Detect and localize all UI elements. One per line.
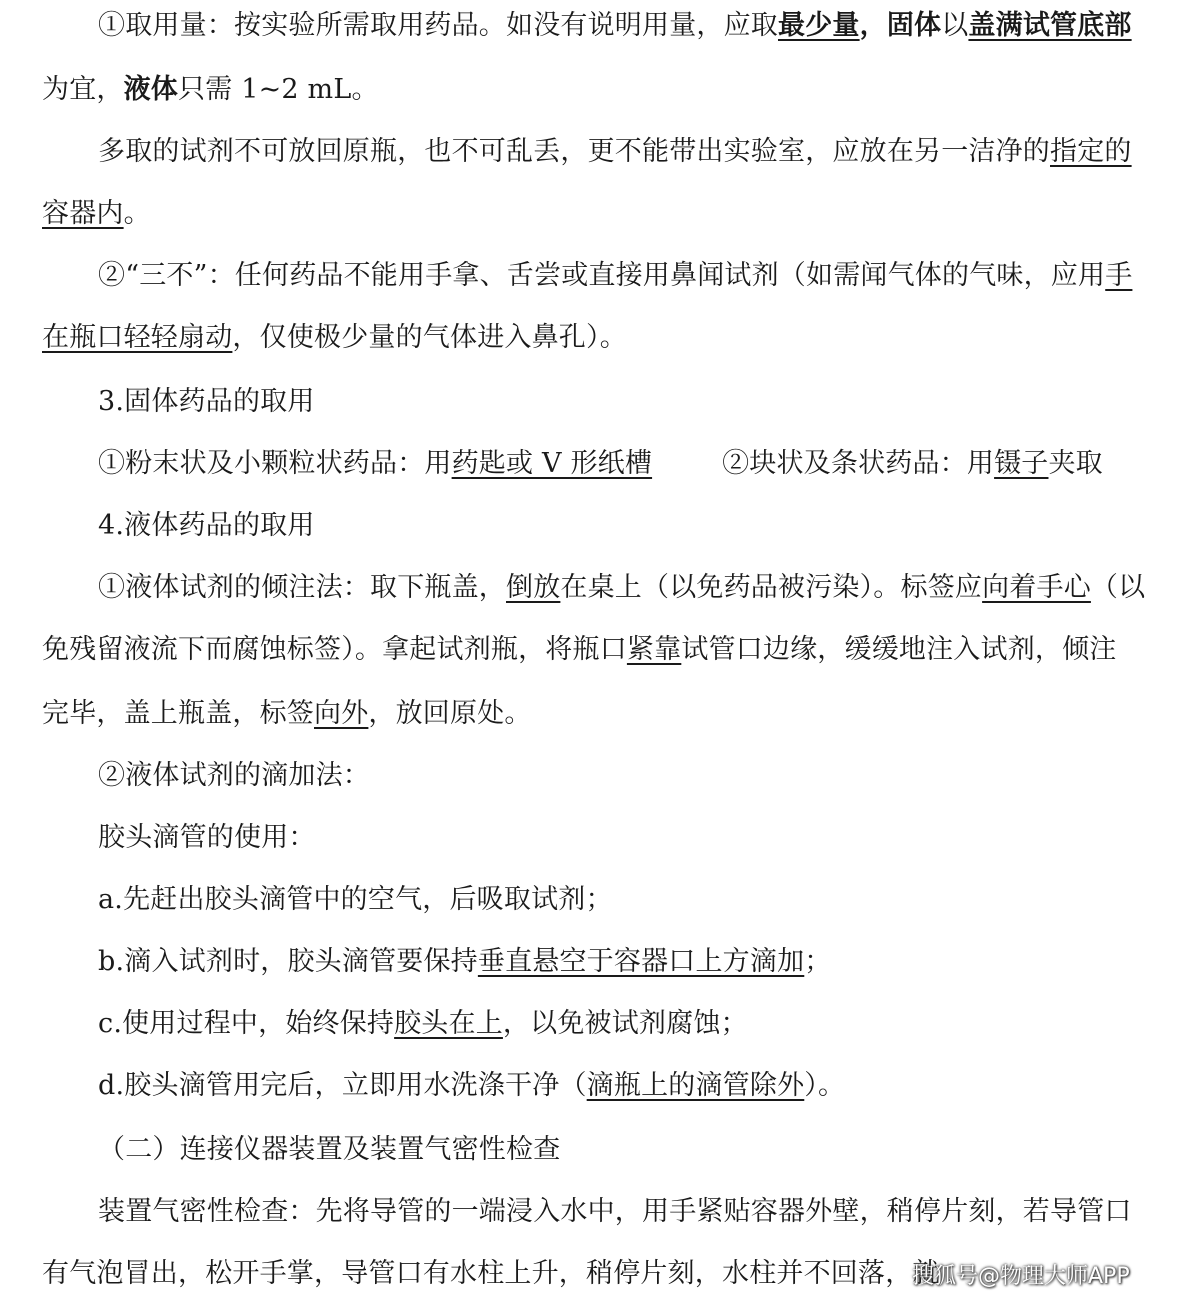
text-segment: ②块状及条状药品：用 bbox=[722, 448, 995, 479]
text-segment: 试管口边缘，缓缓地注入试剂，倾注 bbox=[681, 634, 1117, 665]
text-line bbox=[98, 942, 1154, 982]
text-segment: 免残留液流下而腐蚀标签）。拿起试剂瓶，将瓶口 bbox=[42, 634, 627, 665]
text-segment: ②“三不”：任何药品不能用手拿、舌尝或直接用鼻闻试剂（如需闻气体的气味，应用 bbox=[98, 260, 1106, 291]
text-segment: 有气泡冒出，松开手掌，导管口有水柱上升，稍停片刻，水柱并不回落，就 bbox=[42, 1258, 940, 1289]
underlined-key-term: 镊子 bbox=[994, 448, 1049, 479]
underlined-key-term: 容器内 bbox=[42, 198, 124, 229]
text-segment: 夹取 bbox=[1048, 448, 1103, 479]
text-segment: ，仅使极少量的气体进入鼻孔）。 bbox=[232, 322, 627, 353]
underlined-key-term: 胶头在上 bbox=[394, 1008, 503, 1039]
underlined-key-term: 向着手心 bbox=[982, 572, 1091, 603]
underlined-key-term: 指定的 bbox=[1050, 136, 1132, 167]
text-segment: ①取用量：按实验所需取用药品。如没有说明用量，应取 bbox=[98, 10, 778, 41]
text-line bbox=[98, 1004, 1154, 1044]
underlined-key-term: 垂直悬空于容器口上方滴加 bbox=[477, 946, 805, 977]
text-segment: 装置气密性检查：先将导管的一端浸入水中，用手紧贴容器外壁，稍停片刻，若导管口 bbox=[98, 1196, 1132, 1227]
underlined-key-term: 手 bbox=[1105, 260, 1133, 291]
text-segment: d.胶头滴管用完后，立即用水洗涤干净（ bbox=[98, 1070, 587, 1101]
text-segment: c.使用过程中，始终保持 bbox=[98, 1008, 395, 1039]
text-line bbox=[98, 132, 1154, 172]
text-segment: 胶头滴管的使用： bbox=[98, 822, 316, 853]
text-line bbox=[98, 880, 1154, 920]
underlined-key-term: 在瓶口轻轻扇动 bbox=[42, 322, 233, 353]
text-line bbox=[98, 1130, 1154, 1170]
text-segment: b.滴入试剂时，胶头滴管要保持 bbox=[98, 946, 478, 977]
text-segment: 完毕，盖上瓶盖，标签 bbox=[42, 698, 314, 729]
text-segment: ）。 bbox=[804, 1070, 846, 1101]
text-segment: ； bbox=[804, 946, 832, 977]
text-line bbox=[42, 318, 1154, 358]
text-line bbox=[98, 382, 1154, 422]
text-line bbox=[98, 818, 1154, 858]
text-line bbox=[98, 1192, 1154, 1232]
text-segment: ，以免被试剂腐蚀； bbox=[502, 1008, 748, 1039]
text-segment: 只需 1~2 mL。 bbox=[178, 74, 379, 105]
text-line bbox=[98, 506, 1154, 546]
text-segment: ，放回原处。 bbox=[368, 698, 532, 729]
text-segment: 多取的试剂不可放回原瓶，也不可乱丢，更不能带出实验室，应放在另一洁净的 bbox=[98, 136, 1050, 167]
text-segment: a.先赶出胶头滴管中的空气，后吸取试剂； bbox=[98, 884, 613, 915]
underlined-key-term: 滴瓶上的滴管除外 bbox=[586, 1070, 805, 1101]
underlined-key-term: 药匙或 V 形纸槽 bbox=[451, 448, 653, 479]
text-line bbox=[42, 630, 1154, 670]
underlined-key-term: 倒放 bbox=[506, 572, 561, 603]
text-segment: 为宜， bbox=[42, 74, 124, 105]
text-segment: （二）连接仪器装置及装置气密性检查 bbox=[98, 1134, 561, 1165]
bold-key-term: ， bbox=[859, 10, 887, 41]
text-line bbox=[98, 6, 1154, 46]
text-line bbox=[98, 256, 1154, 296]
watermark-text: 搜狐号@物理大师APP bbox=[912, 1264, 1130, 1289]
underlined-key-term: 向外 bbox=[314, 698, 369, 729]
underlined-key-term: 盖满试管底部 bbox=[968, 10, 1132, 41]
underlined-key-term: 最少量 bbox=[778, 10, 860, 41]
text-line bbox=[98, 756, 1154, 796]
text-segment: 在桌上（以免药品被污染）。标签应 bbox=[560, 572, 983, 603]
text-line bbox=[42, 194, 1154, 234]
bold-key-term: 固体 bbox=[886, 10, 942, 41]
text-line bbox=[98, 568, 1154, 608]
underlined-key-term: 紧靠 bbox=[626, 634, 682, 665]
text-segment: ①液体试剂的倾注法：取下瓶盖， bbox=[98, 572, 506, 603]
text-line bbox=[42, 694, 1154, 734]
text-line bbox=[98, 1066, 1154, 1106]
text-segment: 4.液体药品的取用 bbox=[98, 510, 315, 541]
text-segment: 3.固体药品的取用 bbox=[98, 386, 315, 417]
text-segment: 以 bbox=[941, 10, 969, 41]
text-segment: （以 bbox=[1090, 572, 1146, 603]
text-segment: ①粉末状及小颗粒状药品：用 bbox=[98, 448, 452, 479]
text-segment: ②液体试剂的滴加法： bbox=[98, 760, 370, 791]
text-line bbox=[98, 444, 1154, 484]
text-line bbox=[42, 70, 1154, 110]
bold-key-term: 液体 bbox=[123, 74, 179, 105]
text-segment: 。 bbox=[123, 198, 151, 229]
